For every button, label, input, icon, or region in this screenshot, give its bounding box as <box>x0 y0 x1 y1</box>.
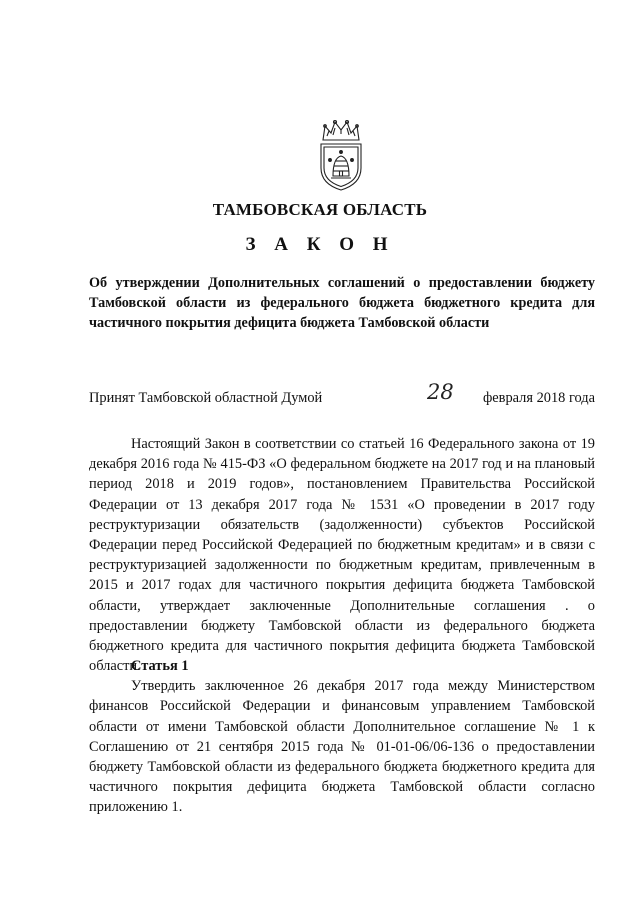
preamble-paragraph: Настоящий Закон в соответствии со статьей 16 Федерального закона от 19 декабря 2016 года № 415-ФЗ «О федеральном бюджете на 2017 год и на плановый период 2018 и 2019 годов», постановлением Правительства Российской Федерации от 13 декабря 2017 года № 1531 «О проведении в 2017 году реструктуризации обязательств (задолженности) субъектов Российской Федерации перед Российской Федерацией по бюджетным кредитам» и в связи с реструктуризацией задолженности по бюджетным кредитам, привлеченным в 2015 и 2017 годах для частичного покрытия дефицита бюджета Тамбовской области, утверждает заключенные Дополнительные соглашения . о предоставлении бюджету Тамбовской области из федерального бюджета бюджетного кредита для частичного покрытия дефицита бюджета Тамбовской области. <box>89 436 595 675</box>
adoption-month-year: февраля 2018 года <box>482 390 595 406</box>
adoption-label: Принят Тамбовской областной Думой <box>89 390 323 406</box>
law-title: Об утверждении Дополнительных соглашений о предоставлении бюджету Тамбовской области из федерального бюджета бюджетного кредита для частичного покрытия дефицита бюджета Тамбовской области <box>89 275 595 331</box>
region-name: ТАМБОВСКАЯ ОБЛАСТЬ <box>212 200 428 219</box>
article-1-heading: Статья 1 <box>131 658 189 674</box>
coat-of-arms-icon <box>311 118 371 194</box>
adoption-line <box>89 380 595 408</box>
article-1-text: Утвердить заключенное 26 декабря 2017 года между Министерством финансов Российской Федерации и финансовым управлением Тамбовской области от имени Тамбовской области Дополнительное соглашение № 1 к Соглашению от 21 сентября 2015 года № 01-01-06/06-136 о предоставлении бюджету Тамбовской области из федерального бюджета бюджетного кредита для частичного покрытия дефицита бюджета Тамбовской области согласно приложению 1. <box>89 678 595 816</box>
adoption-day-handwritten: 28 <box>427 380 454 404</box>
document-type: З А К О Н <box>245 234 395 255</box>
article-1-section <box>89 656 595 818</box>
preamble-section <box>89 434 595 676</box>
